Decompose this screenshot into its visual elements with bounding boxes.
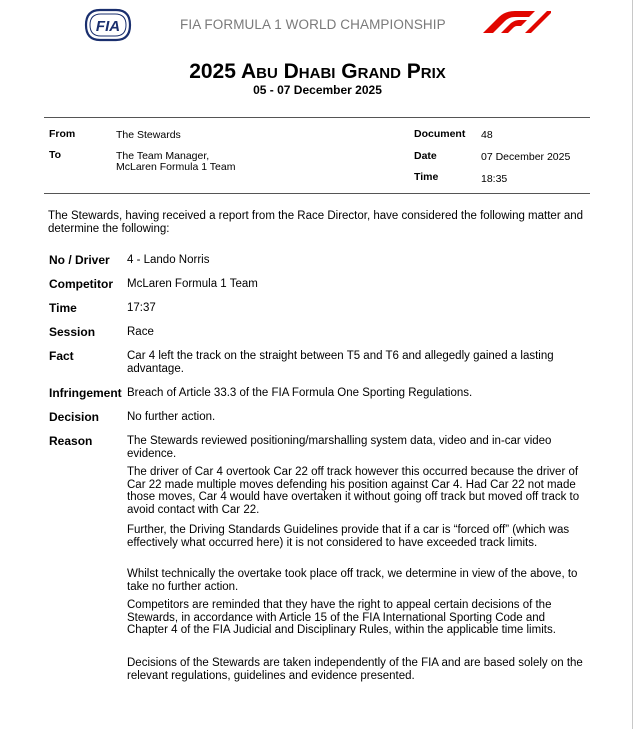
driver-value: 4 - Lando Norris (127, 254, 210, 266)
decision-label: Decision (49, 410, 100, 424)
event-title: 2025 Abu Dhabi Grand Prix (189, 60, 446, 83)
reason-paragraph-5: Competitors are reminded that they have the right to appeal certain decisions of the Stewards, in accordance with Article 15 of the FIA International Sporting Code and Chapter 4 of the FIA Judicial and Disciplinary Rules, within the applicable time limits. (127, 599, 556, 636)
incident-time-label: Time (49, 301, 77, 315)
to-value-line-1: The Team Manager, (116, 150, 210, 162)
header-top-rule (44, 117, 590, 118)
to-value (116, 151, 235, 173)
driver-label: No / Driver (49, 253, 110, 267)
from-label: From (49, 128, 76, 140)
time-value: 18:35 (481, 173, 508, 185)
reason-paragraph-3: Further, the Driving Standards Guidelines provide that if a car is “forced off” (which was effectively what occurred here) it is not considered to have exceeded track limits. (127, 524, 570, 549)
to-value-line-2: McLaren Formula 1 Team (116, 161, 236, 173)
session-label: Session (49, 325, 96, 339)
incident-time-value: 17:37 (127, 302, 156, 314)
time-label: Time (414, 171, 439, 183)
header-bottom-rule (44, 193, 590, 194)
fia-logo-text: FIA (95, 18, 121, 35)
document-label: Document (414, 128, 466, 140)
date-label: Date (414, 150, 437, 162)
decision-value: No further action. (127, 411, 216, 423)
reason-paragraph-6: Decisions of the Stewards are taken independently of the FIA and are based solely on the relevant regulations, guidelines and evidence presented. (127, 657, 583, 682)
competitor-label: Competitor (49, 277, 113, 291)
event-dates: 05 - 07 December 2025 (253, 83, 382, 97)
reason-paragraph-2: The driver of Car 4 overtook Car 22 off track however this occurred because the driver of Car 22 made multiple moves defending his position against Car 4. Had Car 22 not made those moves, Car 4 would have overtaken it without going off track but moved off track to avoid contact with Car 22. (127, 466, 580, 516)
intro-paragraph: The Stewards, having received a report from the Race Director, have considered the following matter and determine the following: (48, 210, 584, 235)
document-header (0, 0, 635, 50)
fia-logo (83, 6, 133, 44)
f1-logo (475, 11, 551, 33)
page-edge (632, 0, 633, 729)
session-value: Race (127, 326, 154, 338)
date-value: 07 December 2025 (481, 151, 571, 163)
document-number: 48 (481, 129, 493, 141)
from-value: The Stewards (116, 129, 181, 141)
infringement-label: Infringement (49, 386, 122, 400)
championship-title: FIA FORMULA 1 WORLD CHAMPIONSHIP (180, 17, 446, 32)
fact-label: Fact (49, 349, 74, 363)
fact-value: Car 4 left the track on the straight between T5 and T6 and allegedly gained a lasting advantage. (127, 350, 554, 375)
reason-paragraph-4: Whilst technically the overtake took place off track, we determine in view of the above, to take no further action. (127, 568, 578, 593)
competitor-value: McLaren Formula 1 Team (127, 278, 258, 290)
reason-label: Reason (49, 434, 93, 448)
infringement-value: Breach of Article 33.3 of the FIA Formula One Sporting Regulations. (127, 387, 473, 399)
reason-paragraph-1: The Stewards reviewed positioning/marshalling system data, video and in-car video evidence. (127, 435, 552, 460)
to-label: To (49, 149, 62, 161)
